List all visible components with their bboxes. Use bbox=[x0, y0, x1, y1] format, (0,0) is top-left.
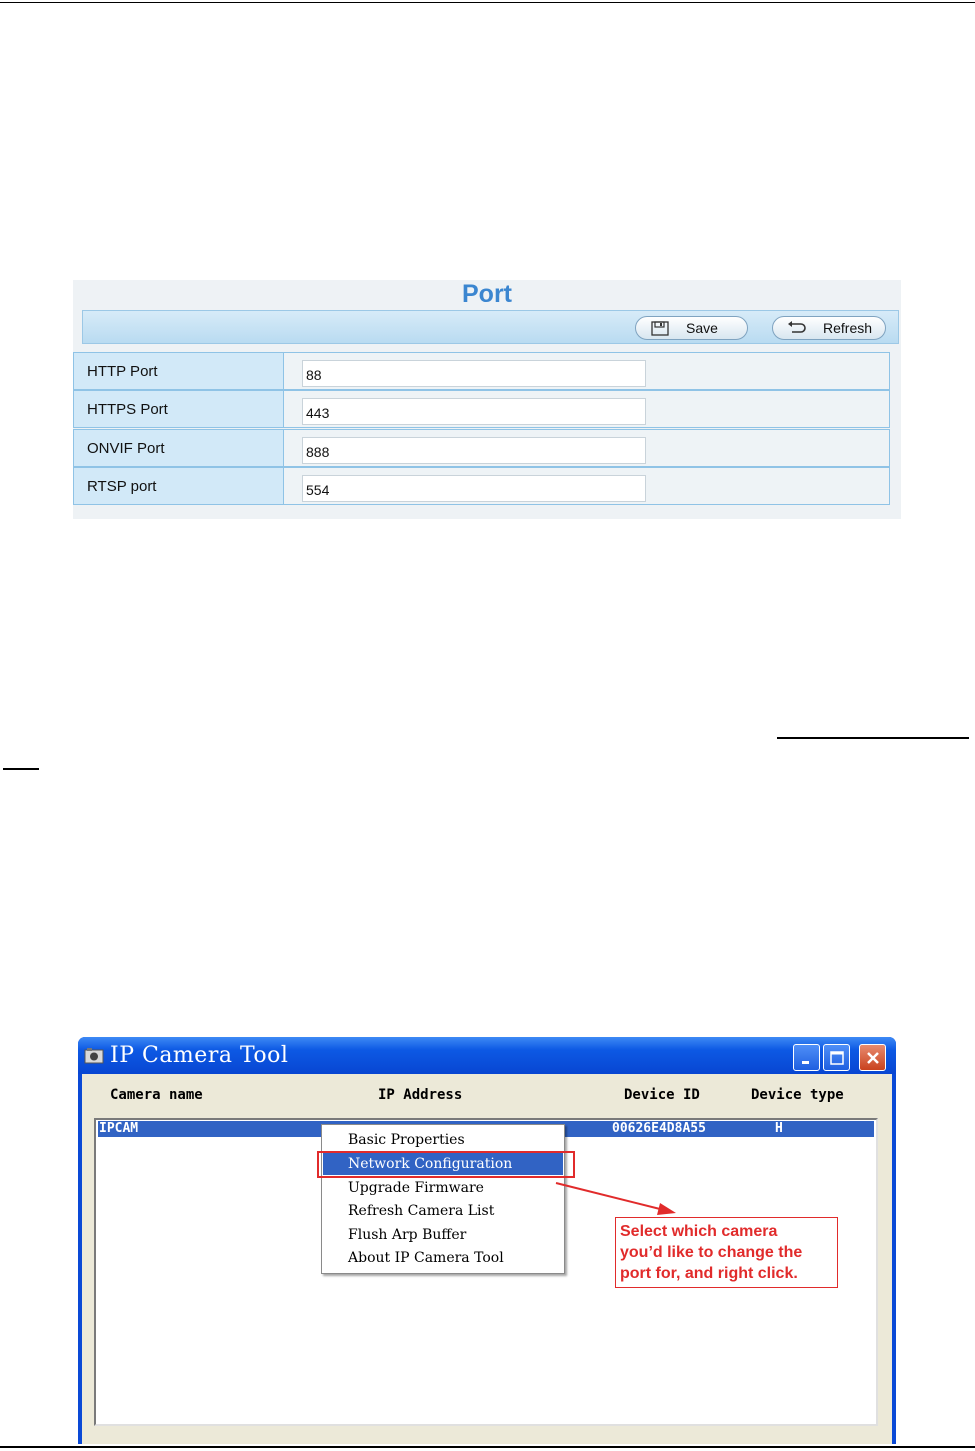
refresh-button-label: Refresh bbox=[823, 320, 873, 336]
menu-item-basic-properties[interactable]: Basic Properties bbox=[348, 1132, 465, 1148]
page-top-rule bbox=[0, 2, 975, 3]
port-settings-panel bbox=[73, 280, 901, 519]
menu-item-about[interactable]: About IP Camera Tool bbox=[348, 1250, 504, 1266]
onvif-port-input[interactable]: 888 bbox=[302, 437, 646, 464]
context-menu bbox=[321, 1124, 565, 1274]
device-id-cell: 00626E4D8A55 bbox=[612, 1121, 706, 1136]
save-button[interactable] bbox=[635, 316, 748, 340]
close-icon bbox=[865, 1050, 881, 1066]
annotation-callout bbox=[615, 1217, 838, 1288]
port-row-label: HTTP Port bbox=[74, 353, 284, 389]
column-header-camera-name[interactable]: Camera name bbox=[110, 1087, 203, 1103]
undo-arrow-icon bbox=[787, 320, 807, 336]
minimize-button[interactable] bbox=[793, 1044, 820, 1071]
port-row-https bbox=[73, 390, 890, 428]
minimize-icon bbox=[800, 1051, 814, 1065]
refresh-button[interactable] bbox=[772, 316, 886, 340]
callout-line: you’d like to change the bbox=[620, 1244, 803, 1261]
menu-item-flush-arp-buffer[interactable]: Flush Arp Buffer bbox=[348, 1227, 467, 1243]
column-header-ip-address[interactable]: IP Address bbox=[378, 1087, 463, 1103]
https-port-input[interactable]: 443 bbox=[302, 398, 646, 425]
close-button[interactable] bbox=[859, 1044, 886, 1071]
callout-line: port for, and right click. bbox=[620, 1265, 798, 1282]
maximize-button[interactable] bbox=[823, 1044, 850, 1071]
highlight-box bbox=[317, 1151, 575, 1178]
device-type-cell: H bbox=[775, 1121, 783, 1136]
port-row-label: RTSP port bbox=[74, 468, 284, 504]
port-row-label: ONVIF Port bbox=[74, 430, 284, 466]
link-underline bbox=[3, 768, 39, 770]
menu-item-refresh-camera-list[interactable]: Refresh Camera List bbox=[348, 1203, 495, 1219]
page-bottom-rule bbox=[0, 1446, 975, 1448]
column-header-device-id[interactable]: Device ID bbox=[624, 1087, 700, 1103]
camera-name-cell: IPCAM bbox=[99, 1121, 139, 1136]
window-titlebar[interactable] bbox=[78, 1037, 896, 1074]
port-row-label: HTTPS Port bbox=[74, 391, 284, 427]
link-underline bbox=[777, 737, 969, 739]
menu-item-network-configuration[interactable]: Network Configuration bbox=[323, 1153, 563, 1175]
port-row-http bbox=[73, 352, 890, 390]
menu-item-upgrade-firmware[interactable]: Upgrade Firmware bbox=[348, 1180, 484, 1196]
port-toolbar bbox=[82, 310, 899, 344]
save-button-label: Save bbox=[686, 320, 718, 336]
camera-list-header bbox=[82, 1074, 892, 1116]
window-title: IP Camera Tool bbox=[110, 1043, 289, 1068]
column-header-device-type[interactable]: Device type bbox=[751, 1087, 844, 1103]
rtsp-port-input[interactable]: 554 bbox=[302, 475, 646, 502]
maximize-icon bbox=[829, 1050, 845, 1066]
port-row-rtsp bbox=[73, 467, 890, 505]
http-port-input[interactable]: 88 bbox=[302, 360, 646, 387]
port-row-onvif bbox=[73, 429, 890, 467]
camera-app-icon bbox=[84, 1047, 104, 1065]
port-panel-title: Port bbox=[462, 280, 512, 308]
callout-line: Select which camera bbox=[620, 1223, 778, 1240]
floppy-disk-icon bbox=[650, 320, 670, 336]
